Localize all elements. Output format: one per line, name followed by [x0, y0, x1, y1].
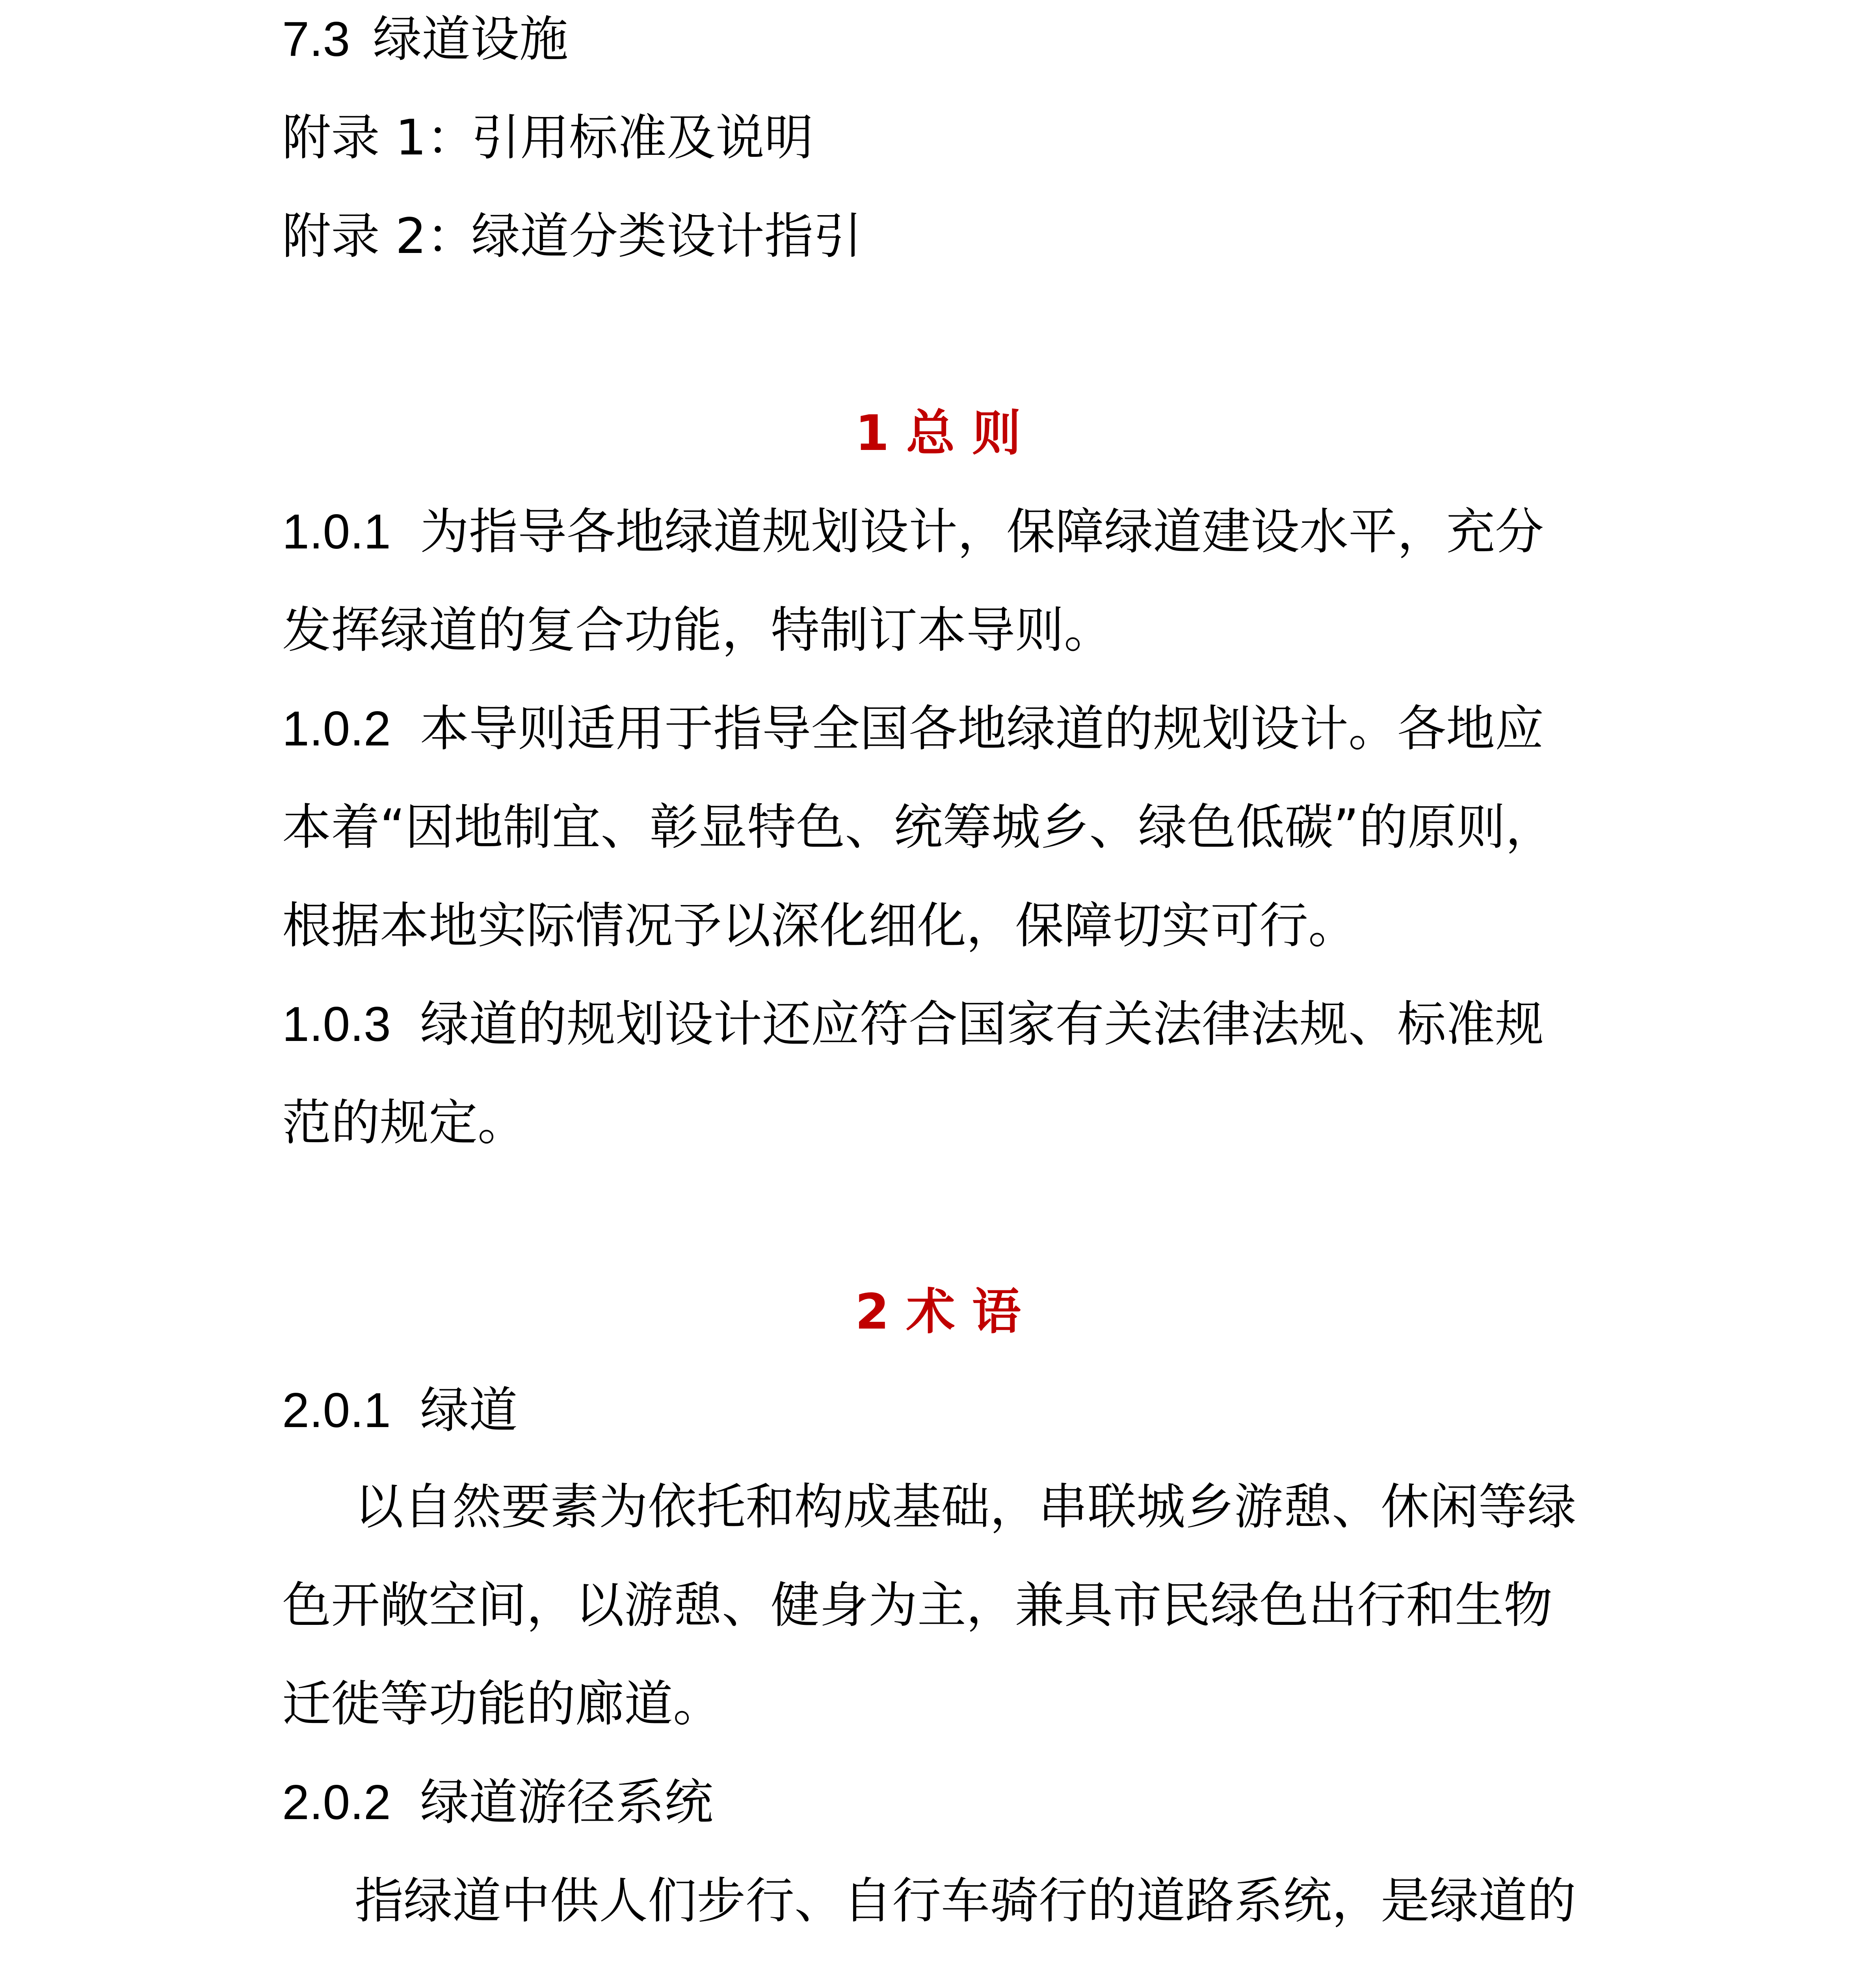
clause-text: 本导则适用于指导全国各地绿道的规划设计。各地应 [420, 701, 1544, 757]
clause-number: 1.0.3 [282, 997, 391, 1052]
clause-1-0-2-line-3: 根据本地实际情况予以深化细化，保障切实可行。 [282, 898, 1357, 954]
term-2-0-1-def-line-3: 迁徙等功能的廊道。 [282, 1676, 722, 1732]
term-number: 2.0.1 [282, 1383, 391, 1438]
term-name: 绿道游径系统 [420, 1774, 714, 1831]
term-2-0-2-title [282, 1771, 1590, 1834]
term-2-0-2-def-line-2 [282, 1968, 1590, 1970]
toc-item-text: 绿道设施 [373, 11, 569, 68]
term-2-0-1-def-line-2: 色开敞空间，以游憩、健身为主，兼具市民绿色出行和生物 [282, 1577, 1553, 1634]
toc-item-number: 附录 2： [282, 208, 476, 265]
term-2-0-1-def-line-1: 以自然要素为依托和构成基础，串联城乡游憩、休闲等绿 [355, 1479, 1577, 1535]
toc-item-text: 引用标准及说明 [471, 110, 814, 166]
section-heading-terms: 2 术 语 [855, 1284, 1021, 1340]
toc-item-number: 附录 1： [282, 110, 476, 166]
clause-1-0-1-line-2: 发挥绿道的复合功能，特制订本导则。 [282, 602, 1113, 659]
clause-1-0-3-line-1 [282, 993, 1590, 1056]
section-heading-general-principles: 1 总 则 [855, 405, 1021, 462]
toc-item-appendix-1 [282, 106, 1590, 169]
term-number: 2.0.2 [282, 1775, 391, 1830]
toc-item-appendix-2 [282, 205, 1590, 268]
toc-item-text: 绿道分类设计指引 [471, 208, 863, 265]
clause-number: 1.0.1 [282, 505, 391, 559]
clause-text: 绿道的规划设计还应符合国家有关法律法规、标准规 [420, 996, 1544, 1053]
clause-text: 为指导各地绿道规划设计，保障绿道建设水平，充分 [420, 504, 1544, 560]
term-2-0-1-title [282, 1379, 1590, 1442]
clause-1-0-1-line-1 [282, 500, 1590, 563]
clause-1-0-2-line-2: 本着“因地制宜、彰显特色、统筹城乡、绿色低碳”的原则， [282, 799, 1554, 856]
term-name: 绿道 [420, 1382, 518, 1439]
clause-1-0-3-line-2: 范的规定。 [282, 1095, 527, 1151]
clause-number: 1.0.2 [282, 702, 391, 756]
toc-item-7-3 [282, 8, 1590, 71]
term-2-0-2-def-line-1: 指绿道中供人们步行、自行车骑行的道路系统，是绿道的 [355, 1873, 1577, 1929]
toc-item-number: 7.3 [282, 12, 350, 67]
clause-1-0-2-line-1 [282, 697, 1590, 760]
